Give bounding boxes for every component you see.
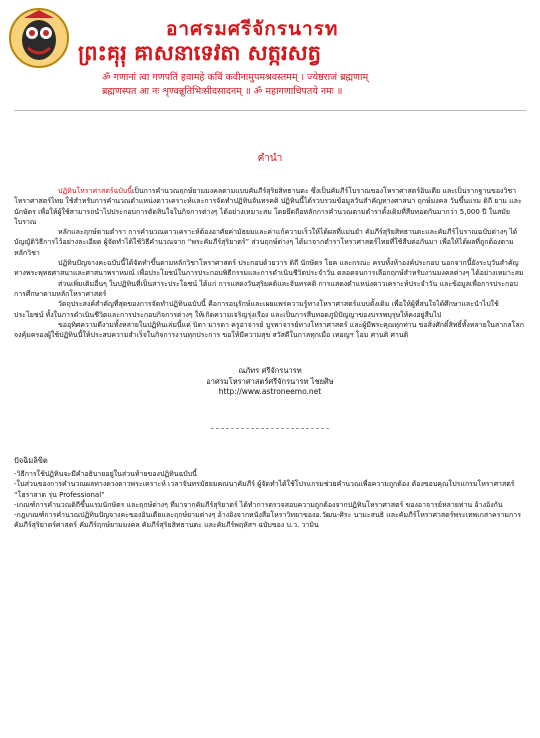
note-item: -ในส่วนของการคำนวณผลทางดวงดาวพระเคราะห์ เวลาจันทรมัธยมคณนาคัมภีร์ ผู้จัดทำได้ใช้โปรแกรมช่วยคำนวณเพื่อความถูกต้อง ต้องขอบคุณโปรแกรมโหราศาสตร์ “โฮราสาด รุ่น Professional” <box>14 480 515 499</box>
paragraph <box>14 186 526 227</box>
mantra-line-2: ब्रह्मणस्पत आ नः शृण्वन्नूतिभिःसीदसादनम् ॥ ॐ महागणाधिपतये नमः ॥ <box>102 86 343 97</box>
header-divider <box>14 110 526 111</box>
site-title: อาศรมศรีจักรนารท <box>166 18 339 40</box>
section-title: คำนำ <box>257 153 283 164</box>
page-header <box>6 6 534 97</box>
note-item: -วิธีการใช้ปฏิทินจะมีคำอธิบายอยู่ในส่วนท้ายของปฏิทินฉบับนี้ <box>14 469 197 478</box>
website-link[interactable]: http://www.astroneemo.net <box>218 387 322 397</box>
paragraph-text: ขออุทิศความดีงามทั้งหลายในปฏิทินเล่มนี้แด่ บิดา มารดา ครูอาจารย์ บูรพาจารย์ทางโหราศาสตร์ และผู้มีพระคุณทุกท่าน ขอสิ่งศักดิ์สิทธิ์ทั้งหลายในสากลโลกจงคุ้มครองผู้ใช้ปฏิทินนี้ให้ประสบความสำเร็จในกิจการงานทุกประการ ขอให้มีความสุข สวัสดีในกาลทุกเมื่อ เทอญฯ โอม ศานติ ศานติ <box>14 320 524 340</box>
paragraph-text: วัตถุประสงค์สำคัญที่สุดของการจัดทำปฏิทินฉบับนี้ คือการอนุรักษ์และเผยแพร่ความรู้ทางโหราศาสตร์แบบดั้งเดิม เพื่อให้ผู้ที่สนใจได้ศึกษาและนำไปใช้ประโยชน์ ทั้งในการดำเนินชีวิตและการประกอบกิจการต่างๆ ให้เกิดความเจริญรุ่งเรือง และเป็นการสืบทอดภูมิปัญญาของบรรพบุรุษให้คงอยู่สืบไป <box>14 300 499 319</box>
notes-title: ปัจฉิมลิขิต <box>14 455 48 465</box>
paragraph <box>14 320 526 341</box>
note-item: -เกณฑ์การคำนวณดิถีขึ้นแรมนักษัตร และฤกษ์ต่างๆ ที่มาจากคัมภีร์สุริยาตร์ ได้ทำการตรวจสอบความถูกต้องจากปฏิทินโหราศาสตร์ ของอาจารย์หลายท่าน อ้างอิงกัน <box>14 500 503 509</box>
paragraph <box>14 227 526 258</box>
signature-name: ณภัทร ศรีจักรนารท <box>238 366 302 376</box>
paragraph <box>14 299 526 320</box>
ganesha-emblem-icon <box>6 6 72 70</box>
paragraph-text: หลักและฤกษ์ตามตำรา การคำนวณดาวเคราะห์ต้องอาศัยค่ามัธยมและค่าแก้ความเร็วให้ได้ผลที่แม่นยำ คัมภีร์สุริยสิทธานตะและคัมภีร์โบราณฉบับต่างๆ ได้บัญญัติวิธีการไว้อย่างละเอียด ผู้จัดทำได้ใช้วิธีคำนวณจาก “พระคัมภีร์สุริยาตร์” ส่วนฤกษ์ต่างๆ ได้มาจากตำราโหราศาสตร์ไทยที่ใช้สืบต่อกันมา เพื่อให้ได้ผลที่ถูกต้องตามหลักวิชา <box>14 228 518 257</box>
section-divider <box>211 428 329 429</box>
paragraph <box>14 279 526 300</box>
paragraph-highlight: ปฏิทินโหราศาสตร์ฉบับนี้ <box>58 187 132 195</box>
mantra-line-1: ॐ गणानां त्वा गणपतिं हवामहे कविं कवीनामुपमश्रवस्तमम् । ज्येष्ठराजं ब्रह्मणाम् <box>102 72 369 83</box>
note-item: -กฎเกณฑ์การคำนวณปฏิทินปัญจางคะของอินเดียและฤกษ์ยามต่างๆ อ้างอิงจากหนังสือโหราวิทยาของอ.วัฒน-ศิระ นามะสนธิ และคัมภีร์โหราศาสตร์พระเทพเกสาครามการ คัมภีร์สุริยาตร์ศาสตร์ คัมภีร์ฤกษ์ยามมงคล คัมภีร์สุริยสิทธานตะ และคัมภีร์พฤหัสฯ ฉบับของ บ.ว. วามิน <box>14 511 521 530</box>
paragraph-text: ปฏิทินปัญจางคะฉบับนี้ได้จัดทำขึ้นตามหลักวิชาโหราศาสตร์ ประกอบด้วยวาร ดิถี นักษัตร โยค และกรณะ ครบทั้งห้าองค์ประกอบ นอกจากนี้ยังระบุวันสำคัญทางพระพุทธศาสนาและศาสนาพราหมณ์ เพื่อประโยชน์ในการประกอบพิธีกรรมและการดำเนินชีวิตประจำวัน ตลอดจนการเลือกฤกษ์สำหรับงานมงคลต่างๆ ได้อย่างเหมาะสม <box>14 259 524 278</box>
signature-block <box>14 366 526 398</box>
khmer-title: ព្រះគុរុ ឝាសនាទេវតា សត្ករសត្វ <box>78 40 321 65</box>
paragraph-text: เป็นการคำนวณฤกษ์ยามมงคลตามแบบคัมภีร์สุริยสิทธานตะ ซึ่งเป็นคัมภีร์โบราณของโหราศาสตร์อินเดีย และเป็นรากฐานของวิชาโหราศาสตร์ไทย ใช้สำหรับการคำนวณตำแหน่งดาวเคราะห์และการจัดทำปฏิทินจันทรคติ ปฏิทินนี้ได้รวบรวมข้อมูลวันสำคัญทางศาสนา ฤกษ์มงคล วันขึ้นแรม ดิถี ยาม และนักษัตร เพื่อให้ผู้ใช้สามารถนำไปประกอบการตัดสินใจในกิจการต่างๆ ได้อย่างเหมาะสม โดยยึดถือหลักการคำนวณตามตำราดั้งเดิมที่สืบทอดกันมากว่า 5,000 ปี ในสมัยโบราณ <box>14 187 522 226</box>
signature-org: อาศรมโหราศาสตร์ศรีจักรนารท ไชยศิษ <box>206 376 334 386</box>
main-content <box>14 116 526 531</box>
paragraph <box>14 258 526 279</box>
paragraph-text: ส่วนเพิ่มเติมอื่นๆ ในปฏิทินที่เป็นสาระประโยชน์ ได้แก่ การแสดงวันสุริยคติและจันทรคติ การแสดงตำแหน่งดาวเคราะห์ประจำวัน และข้อมูลเพื่อการประกอบการศึกษาตามหลักโหราศาสตร์ <box>14 279 518 298</box>
